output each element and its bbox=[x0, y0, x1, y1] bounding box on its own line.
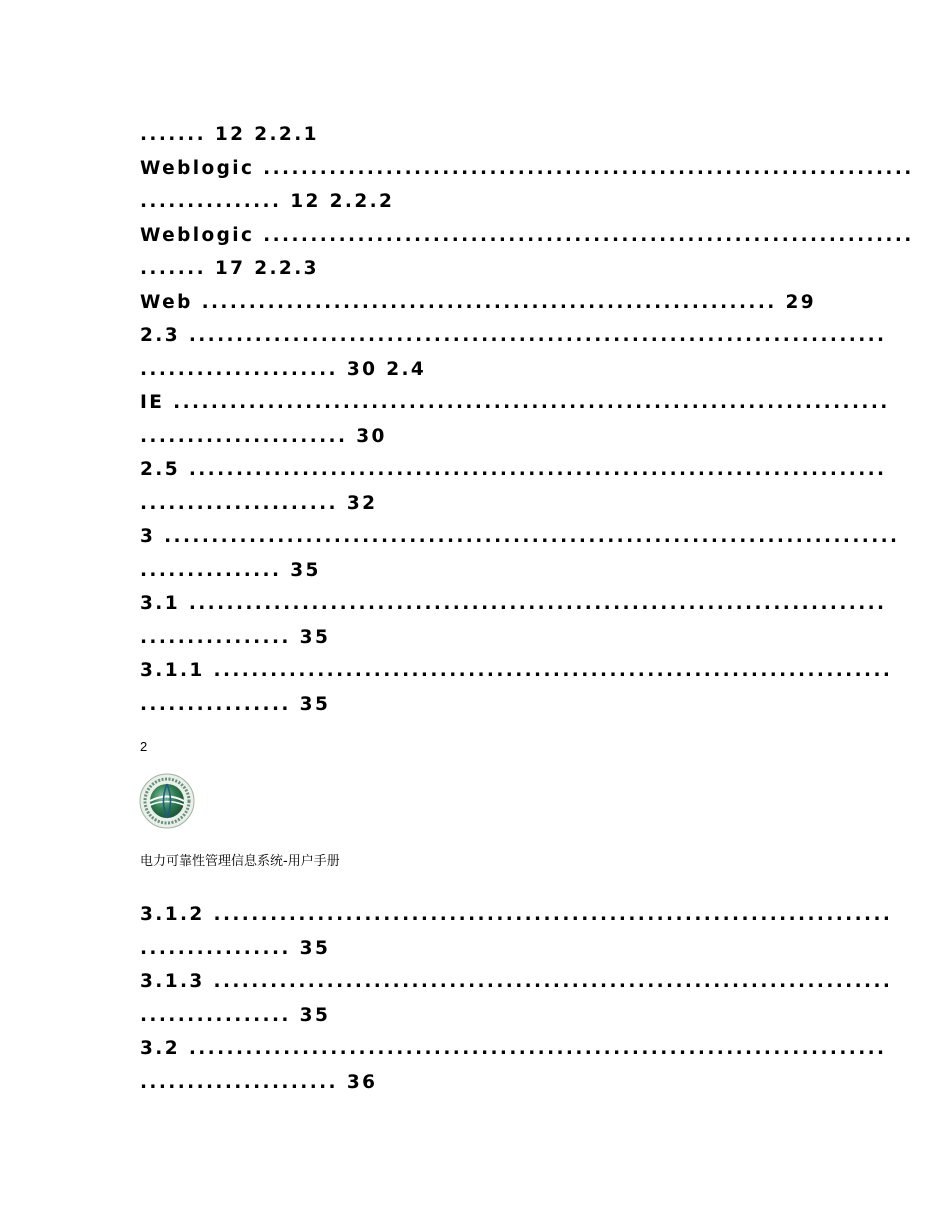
toc-line[interactable]: ....... 17 2.2.3 bbox=[140, 258, 319, 279]
toc-line[interactable]: IE ............................................................................ bbox=[140, 392, 890, 413]
toc-line[interactable]: 2.3 .......................................................................... bbox=[140, 325, 887, 346]
toc-line[interactable]: 2.5 .......................................................................... bbox=[140, 459, 887, 480]
toc-line[interactable]: 3 .............................................................................. bbox=[140, 526, 900, 547]
toc-block-top bbox=[140, 118, 914, 721]
state-grid-logo-icon bbox=[138, 772, 196, 830]
toc-line[interactable]: 3.2 .......................................................................... bbox=[140, 1038, 887, 1059]
toc-line[interactable]: 3.1.2 ........................................................................ bbox=[140, 904, 893, 925]
toc-line[interactable]: Web ............................................................. 29 bbox=[140, 291, 817, 313]
toc-line[interactable]: ............... 35 bbox=[140, 559, 321, 581]
document-header-title: 电力可靠性管理信息系统-用户手册 bbox=[140, 854, 340, 869]
toc-line[interactable]: Weblogic ..................................................................... bbox=[140, 224, 914, 246]
toc-line[interactable]: ................ 35 bbox=[140, 1004, 331, 1026]
page-number: 2 bbox=[140, 739, 148, 754]
toc-line[interactable]: ..................... 36 bbox=[140, 1071, 378, 1093]
toc-line[interactable]: Weblogic ..................................................................... bbox=[140, 157, 914, 179]
toc-line[interactable]: 3.1.3 ........................................................................ bbox=[140, 971, 893, 992]
toc-line[interactable]: ...................... 30 bbox=[140, 425, 387, 447]
toc-line[interactable]: ................ 35 bbox=[140, 626, 331, 648]
toc-line[interactable]: ................ 35 bbox=[140, 693, 331, 715]
toc-line[interactable]: ..................... 30 2.4 bbox=[140, 358, 427, 380]
toc-line[interactable]: ................ 35 bbox=[140, 937, 331, 959]
toc-line[interactable]: 3.1.1 ........................................................................ bbox=[140, 660, 893, 681]
toc-line[interactable]: 3.1 .......................................................................... bbox=[140, 593, 887, 614]
toc-line[interactable]: ............... 12 2.2.2 bbox=[140, 191, 395, 212]
toc-line[interactable]: ..................... 32 bbox=[140, 492, 378, 514]
toc-block-bottom bbox=[140, 898, 893, 1099]
toc-line[interactable]: ....... 12 2.2.1 bbox=[140, 124, 319, 145]
